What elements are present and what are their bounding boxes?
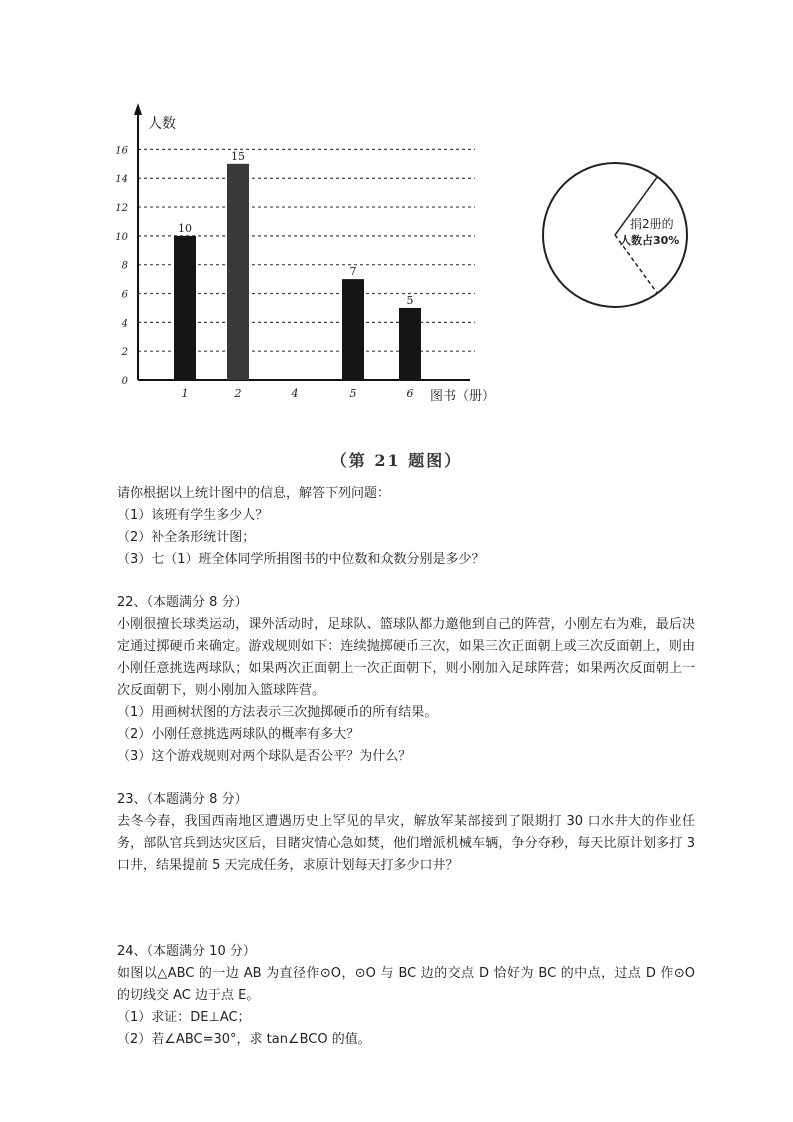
q24-item-2: （2）若∠ABC=30°，求 tan∠BCO 的值。: [117, 1032, 371, 1047]
q23-body: 去冬今春，我国西南地区遭遇历史上罕见的旱灾，解放军某部接到了限期打 30 口水井大的作业任务，部队官兵到达灾区后，目睹灾情心急如焚，他们增派机械车辆，争分夺秒，每天比原计划多打 3 口井，结果提前 5 天完成任务，求原计划每天打多少口井？: [117, 814, 695, 873]
y-tick-label: 14: [115, 174, 128, 186]
y-axis-arrow: [134, 103, 142, 115]
q21-intro: 请你根据以上统计图中的信息，解答下列问题：: [117, 486, 391, 501]
y-tick-label: 8: [121, 260, 128, 272]
y-tick-label: 0: [121, 376, 128, 387]
y-axis-label: 人数: [148, 116, 176, 132]
bar: [174, 236, 196, 380]
q24-item-1: （1）求证：DE⊥AC；: [117, 1010, 251, 1025]
bar: [342, 279, 364, 380]
q22-item-1: （1）用画树状图的方法表示三次抛掷硬币的所有结果。: [117, 705, 438, 720]
q23-title: 23、（本题满分 8 分）: [117, 792, 248, 807]
figure-caption: （第 21 题图）: [330, 451, 463, 470]
bar-data-label: 5: [406, 293, 414, 307]
bar-data-label: 7: [349, 265, 357, 279]
q22-item-3: （3）这个游戏规则对两个球队是否公平？为什么？: [117, 749, 412, 764]
q22-title: 22、（本题满分 8 分）: [117, 595, 248, 610]
pie-chart: [530, 150, 700, 320]
y-tick-label: 12: [115, 203, 128, 215]
q21-item-2: （2）补全条形统计图；: [117, 530, 256, 545]
x-tick-label: 2: [234, 387, 242, 400]
x-tick-label: 6: [406, 387, 414, 400]
y-tick-label: 16: [115, 145, 128, 157]
pie-annotation-line1: 捐2册的: [630, 217, 674, 231]
x-tick-label: 5: [349, 387, 357, 400]
y-tick-label: 2: [121, 347, 128, 359]
x-tick-label: 1: [181, 387, 189, 400]
q24-title: 24、（本题满分 10 分）: [117, 944, 256, 959]
bar-data-label: 10: [178, 221, 192, 235]
bar-marks: [174, 150, 421, 400]
y-tick-label: 4: [121, 318, 128, 330]
y-tick-label: 10: [115, 231, 128, 243]
x-axis-label: 图书（册）: [430, 389, 496, 404]
q22-item-2: （2）小刚任意挑选两球队的概率有多大？: [117, 727, 360, 742]
bar-data-label: 15: [231, 149, 245, 163]
q21-item-3: （3）七（1）班全体同学所捐图书的中位数和众数分别是多少？: [117, 552, 485, 567]
bar-chart: [110, 95, 510, 410]
bar: [399, 308, 421, 380]
q21-item-1: （1）该班有学生多少人？: [117, 508, 269, 523]
y-tick-label: 6: [121, 289, 128, 301]
q22-body: 小刚很擅长球类运动，课外活动时，足球队、篮球队都力邀他到自己的阵营，小刚左右为难，最后决定通过掷硬币来确定。游戏规则如下：连续抛掷硬币三次，如果三次正面朝上或三次反面朝上，则由小刚任意挑选两球队；如果两次正面朝上一次正面朝下，则小刚加入足球阵营；如果两次反面朝上一次反面朝下，则小刚加入篮球阵营。: [117, 617, 695, 698]
x-tick-label: 4: [291, 387, 299, 400]
bar: [227, 164, 249, 380]
q24-body: 如图以△ABC 的一边 AB 为直径作⊙O，⊙O 与 BC 边的交点 D 恰好为 BC 的中点，过点 D 作⊙O 的切线交 AC 边于点 E。: [117, 966, 695, 1003]
pie-annotation-line2: 人数占30%: [620, 234, 680, 247]
